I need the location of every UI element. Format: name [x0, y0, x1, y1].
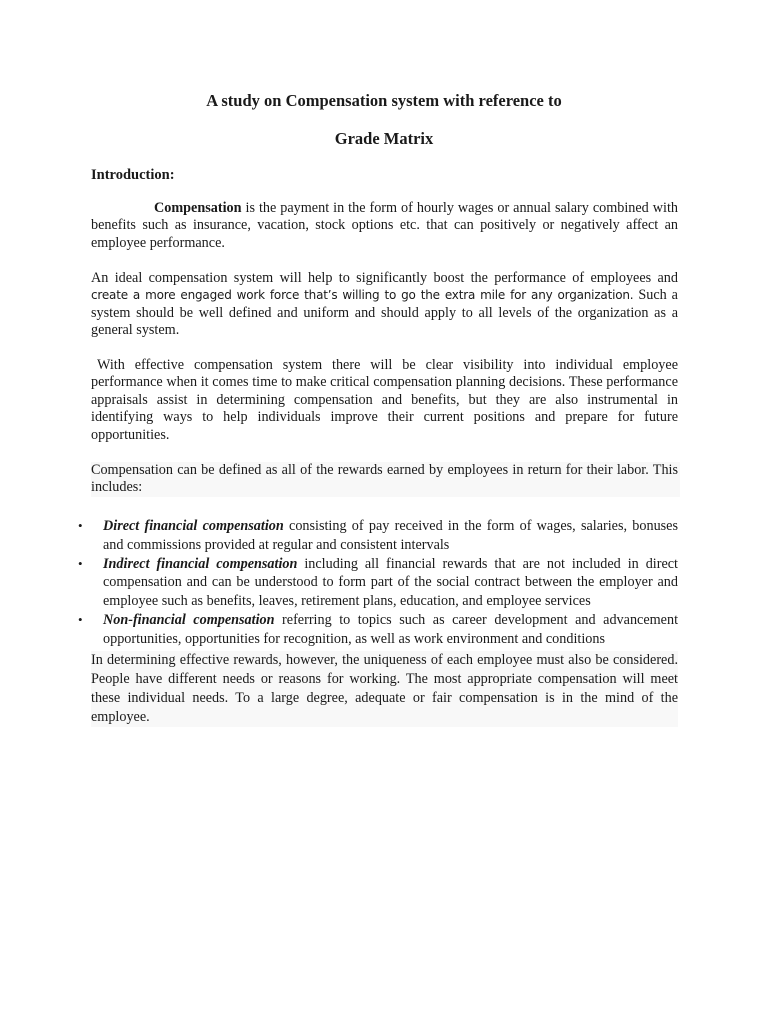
- ideal-system-paragraph: [91, 270, 678, 340]
- para2-part2: create a more engaged work force that’s willing to go the extra mile for any organization.: [91, 288, 634, 303]
- effective-system-paragraph: [91, 357, 678, 444]
- list-item-term: Non-financial compensation: [103, 611, 275, 628]
- bullet-glyph: •: [78, 518, 83, 533]
- para2-part3: Such a system should be well defined and uniform and should apply to all levels of the organization as a general system.: [91, 287, 678, 339]
- list-item-direct: [78, 517, 678, 555]
- list-item-text: including all financial rewards that are not included in direct compensation and can be understood to form part of the social contract between the employer and employee such as benefits, leaves, retirement plans, education, and employee services: [103, 555, 678, 610]
- document-title-line-1: A study on Compensation system with reference to: [206, 91, 562, 110]
- bullet-glyph: •: [78, 611, 83, 627]
- para2-part1: An ideal compensation system will help to significantly boost the performance of employees and: [91, 270, 678, 286]
- list-item-term: Indirect financial compensation: [103, 555, 298, 572]
- para3-text: With effective compensation system there will be clear visibility into individual employee performance when it comes time to make critical compensation planning decisions. These performance appraisals assist in determining compensation and benefits, but they are also instrumental in identifying ways to help individuals improve their current positions and prepare for future opportunities.: [91, 357, 678, 443]
- section-heading-introduction: Introduction:: [91, 167, 175, 183]
- list-item-non-financial: [78, 611, 678, 649]
- para4-text: Compensation can be defined as all of the rewards earned by employees in return for their labor. This includes:: [91, 462, 678, 496]
- document-title-line-2: Grade Matrix: [334, 129, 434, 148]
- intro-text: is the payment in the form of hourly wages or annual salary combined with benefits such as insurance, vacation, stock options etc. that can positively or negatively affect an employee performance.: [91, 200, 678, 251]
- definition-paragraph: [91, 462, 680, 497]
- compensation-types-list: [78, 517, 678, 649]
- list-item-text: referring to topics such as career development and advancement opportunities, opportunities for recognition, as well as work environment and conditions: [103, 611, 679, 647]
- intro-lead-term: Compensation: [154, 200, 242, 216]
- bullet-glyph: •: [78, 555, 83, 571]
- list-item-term: Direct financial compensation: [103, 518, 284, 534]
- list-item-text: consisting of pay received in the form of wages, salaries, bonuses and commissions provided at regular and consistent intervals: [103, 518, 678, 553]
- intro-paragraph: [91, 200, 678, 252]
- para5-text: In determining effective rewards, however, the uniqueness of each employee must also be considered. People have different needs or reasons for working. The most appropriate compensation will meet these individual needs. To a large degree, adequate or fair compensation is in the mind of the employee.: [91, 652, 678, 725]
- list-item-indirect: [78, 555, 678, 611]
- rewards-paragraph: [91, 651, 678, 727]
